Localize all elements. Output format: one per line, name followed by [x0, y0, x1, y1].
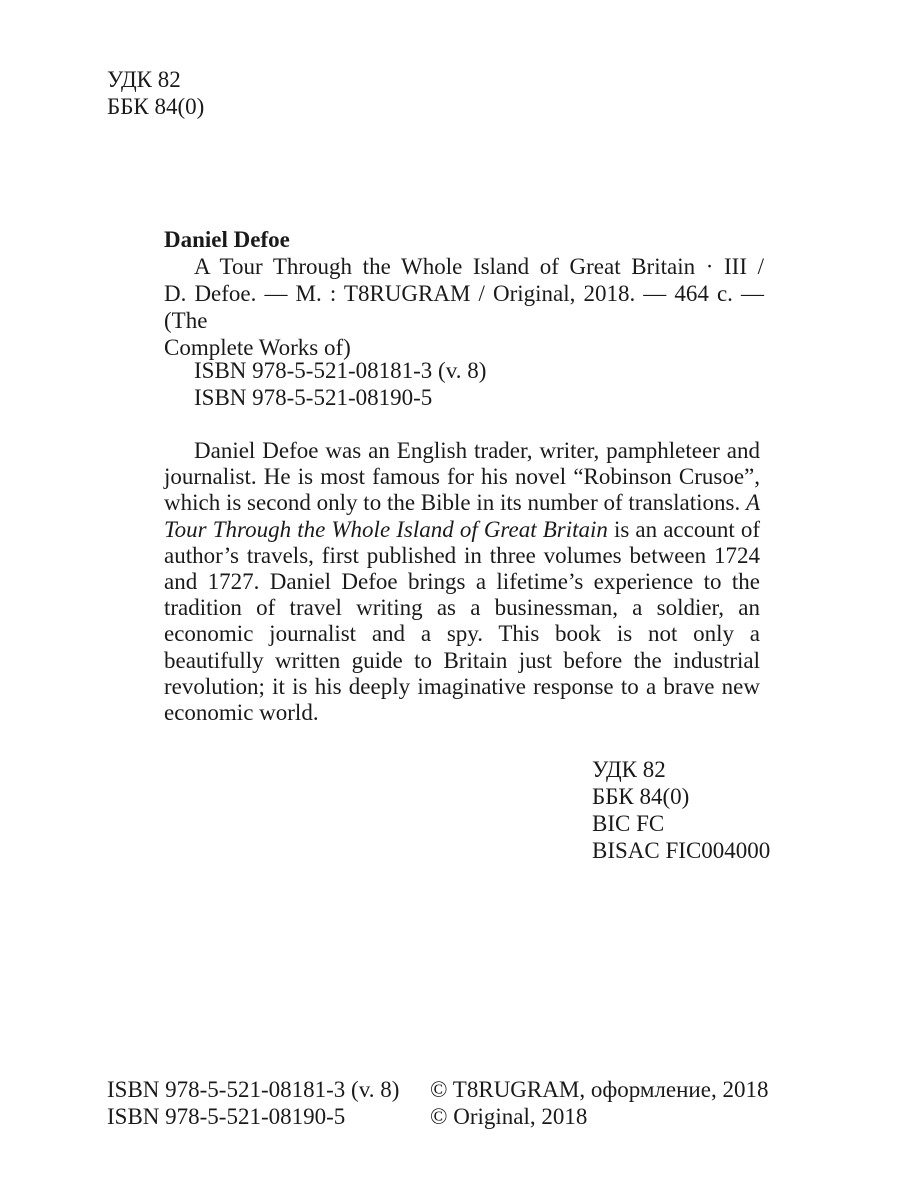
abstract-part-2: is an account of author’s travels, first published in three volumes between 1724 and 1727. Daniel Defoe brings a lifetime’s experience to the tradition of travel writing as a businessman, a soldier, an economic journalist and a spy. This book is not only a beautifully written guide to Britain just before the industrial revolution; it is his deeply imaginative response to a brave new economic world.	[164, 516, 760, 726]
isbn-volume: ISBN 978-5-521-08181-3 (v. 8)	[194, 358, 487, 383]
bbk-code: ББК 84(0)	[107, 94, 205, 119]
bibliographic-line-1: A Tour Through the Whole Island of Great Britain · III /	[194, 254, 764, 279]
copyright-original: © Original, 2018	[430, 1104, 588, 1129]
bibliographic-line-2: D. Defoe. — M. : T8RUGRAM / Original, 2018. — 464 c. — (The	[164, 281, 764, 333]
author-name: Daniel Defoe	[164, 227, 290, 252]
footer-isbn-volume: ISBN 978-5-521-08181-3 (v. 8)	[107, 1077, 400, 1102]
bisac-code: BISAC FIC004000	[592, 838, 771, 863]
footer-isbn-set: ISBN 978-5-521-08190-5	[107, 1104, 346, 1129]
footer-isbn	[107, 1076, 399, 1130]
copyright-design: © T8RUGRAM, оформление, 2018	[430, 1077, 769, 1102]
top-classification-codes	[107, 66, 204, 120]
abstract-book-title: A Tour Through the Whole Island of Great Britain	[164, 490, 761, 542]
bibliographic-record	[164, 226, 764, 361]
udk-code: УДК 82	[592, 757, 666, 782]
book-abstract	[164, 438, 760, 726]
udk-code: УДК 82	[107, 67, 181, 92]
footer-copyright	[430, 1076, 768, 1130]
bbk-code: ББК 84(0)	[592, 784, 690, 809]
abstract-part-1: Daniel Defoe was an English trader, writer, pamphleteer and journalist. He is most famous for his novel “Robinson Crusoe”, which is second only to the Bible in its number of translations.	[164, 438, 760, 516]
bibliographic-line-3: Complete Works of)	[164, 335, 351, 360]
isbn-block	[194, 357, 486, 411]
classification-codes	[592, 756, 770, 864]
isbn-set: ISBN 978-5-521-08190-5	[194, 385, 433, 410]
bic-code: BIC FC	[592, 811, 665, 836]
